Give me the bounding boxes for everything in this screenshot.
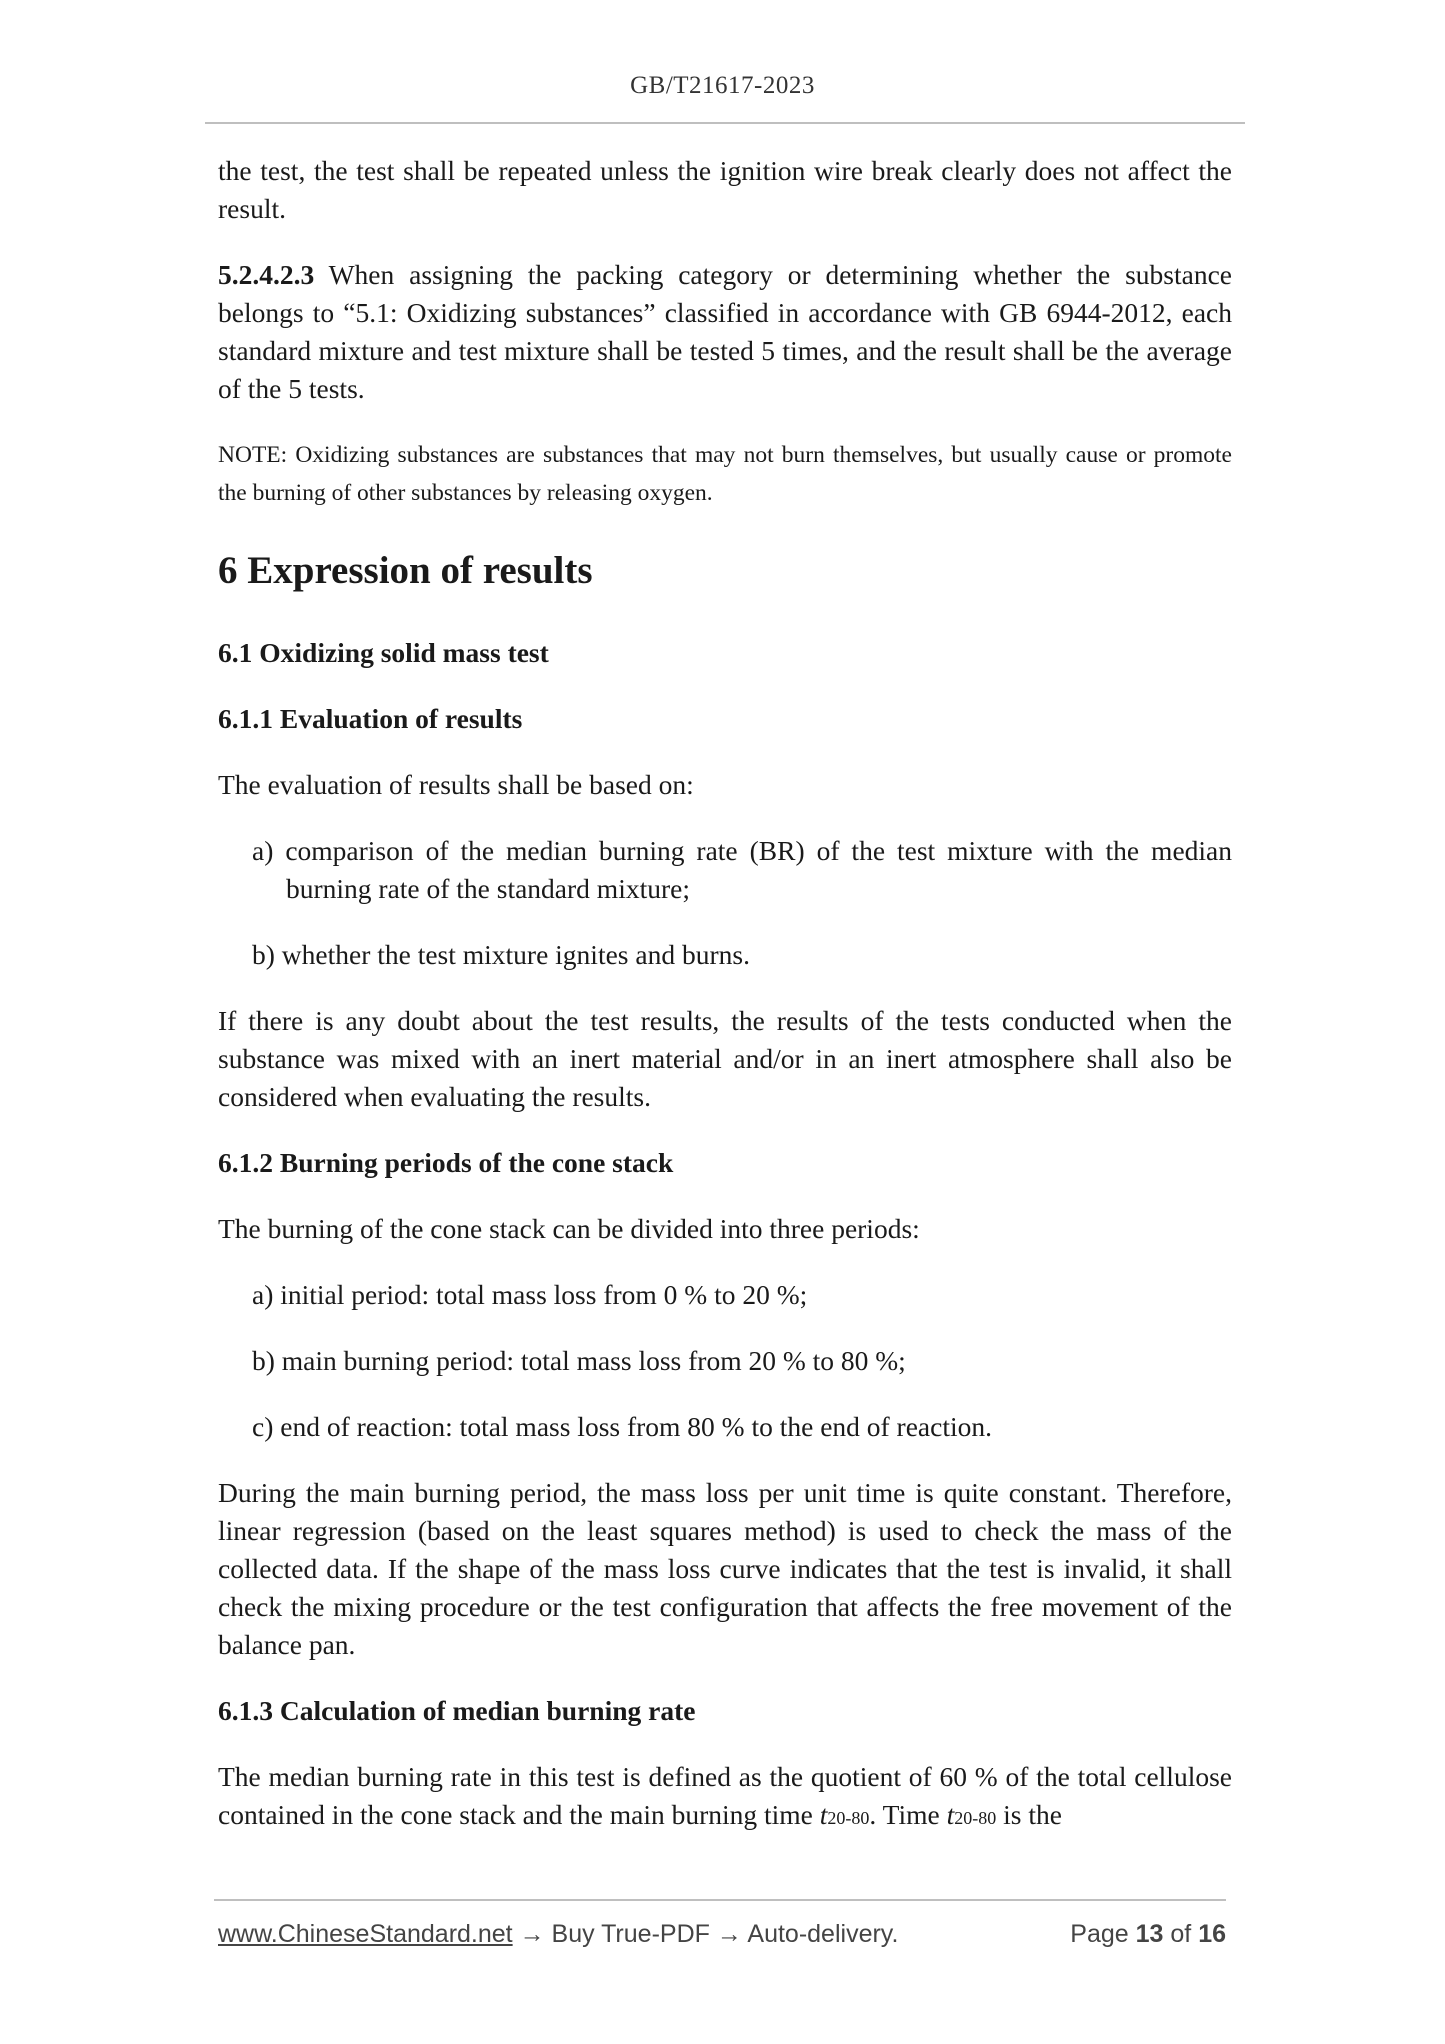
variable-subscript: 20-80 [827, 1808, 870, 1828]
clause-5-2-4-2-3 [218, 256, 1232, 408]
page-total: 16 [1198, 1920, 1226, 1948]
page-number [1070, 1920, 1226, 1949]
list-item: c) end of reaction: total mass loss from 80 % to the end of reaction. [252, 1411, 992, 1442]
evaluation-intro: The evaluation of results shall be based on: [218, 769, 694, 800]
clause-text: When assigning the packing category or determining whether the substance belongs to “5.1: Oxidizing substances” classified in accordance with GB 6944-2012, each standard mixture and test mixture shall be tested 5 times, and the result shall be the average of the 5 tests. [218, 259, 1232, 404]
document-header-title: GB/T21617-2023 [630, 72, 815, 99]
list-item: a) comparison of the median burning rate (BR) of the test mixture with the median burning rate of the standard mixture; [252, 835, 1232, 904]
page-footer [218, 1920, 1226, 1954]
section-6-1-3-heading: 6.1.3 Calculation of median burning rate [218, 1695, 696, 1726]
list-item: a) initial period: total mass loss from 0 % to 20 %; [252, 1279, 808, 1310]
text-run: . Time [869, 1799, 947, 1830]
section-6-heading: 6 Expression of results [218, 549, 593, 592]
footer-promo [218, 1920, 898, 1949]
list-item: b) whether the test mixture ignites and burns. [252, 939, 750, 970]
page-current: 13 [1135, 1920, 1164, 1948]
text-run: is the [996, 1799, 1062, 1830]
clause-number: 5.2.4.2.3 [218, 259, 315, 290]
variable-subscript: 20-80 [954, 1808, 997, 1828]
text-run: The median burning rate in this test is defined as the quotient of 60 % of the total cellulose contained in the cone stack and the main burning time [218, 1761, 1232, 1830]
paragraph-continuation: the test, the test shall be repeated unless the ignition wire break clearly does not affect the result. [218, 155, 1232, 224]
section-6-1-heading: 6.1 Oxidizing solid mass test [218, 637, 549, 668]
footer-promo-text: → Buy True-PDF → Auto-delivery. [512, 1920, 899, 1948]
page-label: Page [1070, 1920, 1129, 1948]
burning-periods-intro: The burning of the cone stack can be divided into three periods: [218, 1213, 920, 1244]
section-6-1-1-heading: 6.1.1 Evaluation of results [218, 703, 523, 734]
variable-t: t [946, 1799, 955, 1830]
page-of-label: of [1170, 1920, 1192, 1948]
list-item: b) main burning period: total mass loss from 20 % to 80 %; [252, 1345, 906, 1376]
variable-t: t [819, 1799, 828, 1830]
footer-divider [214, 1899, 1226, 1901]
median-burning-rate-paragraph [218, 1758, 1232, 1837]
evaluation-doubt-paragraph: If there is any doubt about the test results, the results of the tests conducted when the substance was mixed with an inert material and/or in an inert atmosphere shall also be considered when evaluating the results. [218, 1005, 1232, 1112]
document-body [218, 152, 1232, 1865]
note-paragraph: NOTE: Oxidizing substances are substances that may not burn themselves, but usually cause or promote the burning of other substances by releasing oxygen. [218, 442, 1232, 506]
main-burning-paragraph: During the main burning period, the mass loss per unit time is quite constant. Therefore, linear regression (based on the least squares method) is used to check the mass of the collected data. If the shape of the mass loss curve indicates that the test is invalid, it shall check the mixing procedure or the test configuration that affects the free movement of the balance pan. [218, 1477, 1232, 1660]
website-link[interactable]: www.ChineseStandard.net [218, 1920, 513, 1948]
section-6-1-2-heading: 6.1.2 Burning periods of the cone stack [218, 1147, 674, 1178]
header-divider [205, 122, 1245, 124]
